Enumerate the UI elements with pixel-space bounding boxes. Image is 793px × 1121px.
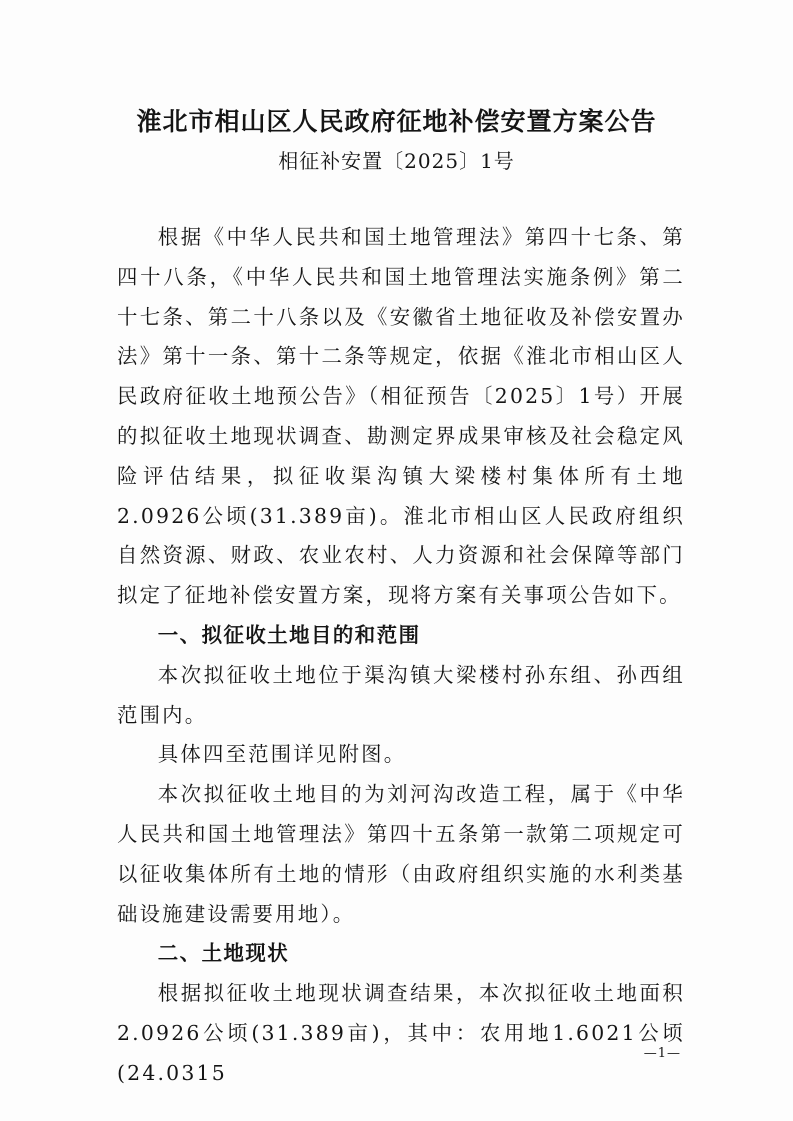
document-body bbox=[117, 218, 685, 1094]
paragraph: 本次拟征收土地目的为刘河沟改造工程，属于《中华人民共和国土地管理法》第四十五条第一款第二项规定可以征收集体所有土地的情形（由政府组织实施的水利类基础设施建设需要用地）。 bbox=[117, 782, 685, 926]
section-heading-2: 二、土地现状 bbox=[157, 941, 290, 966]
paragraph: 具体四至范围详见附图。 bbox=[157, 742, 407, 767]
section-heading-1: 一、拟征收土地目的和范围 bbox=[157, 622, 421, 647]
paragraph: 本次拟征收土地位于渠沟镇大梁楼村孙东组、孙西组范围内。 bbox=[117, 662, 685, 727]
intro-paragraph: 根据《中华人民共和国土地管理法》第四十七条、第四十八条，《中华人民共和国土地管理法实施条例》第二十七条、第二十八条以及《安徽省土地征收及补偿安置办法》第十一条、第十二条等规定，依据《淮北市相山区人民政府征收土地预公告》（相征预告〔2025〕1号）开展的拟征收土地现状调查、勘测定界成果审核及社会稳定风险评估结果，拟征收渠沟镇大梁楼村集体所有土地2.0926公顷(31.389亩)。淮北市相山区人民政府组织自然资源、财政、农业农村、人力资源和社会保障等部门拟定了征地补偿安置方案，现将方案有关事项公告如下。 bbox=[117, 225, 685, 608]
document-number: 相征补安置〔2025〕1号 bbox=[278, 149, 515, 173]
page-number: —1— bbox=[643, 1046, 681, 1061]
paragraph: 根据拟征收土地现状调查结果，本次拟征收土地面积2.0926公顷(31.389亩)，其中：农用地1.6021公顷(24.0315 bbox=[117, 981, 685, 1085]
document-title: 淮北市相山区人民政府征地补偿安置方案公告 bbox=[136, 107, 657, 136]
